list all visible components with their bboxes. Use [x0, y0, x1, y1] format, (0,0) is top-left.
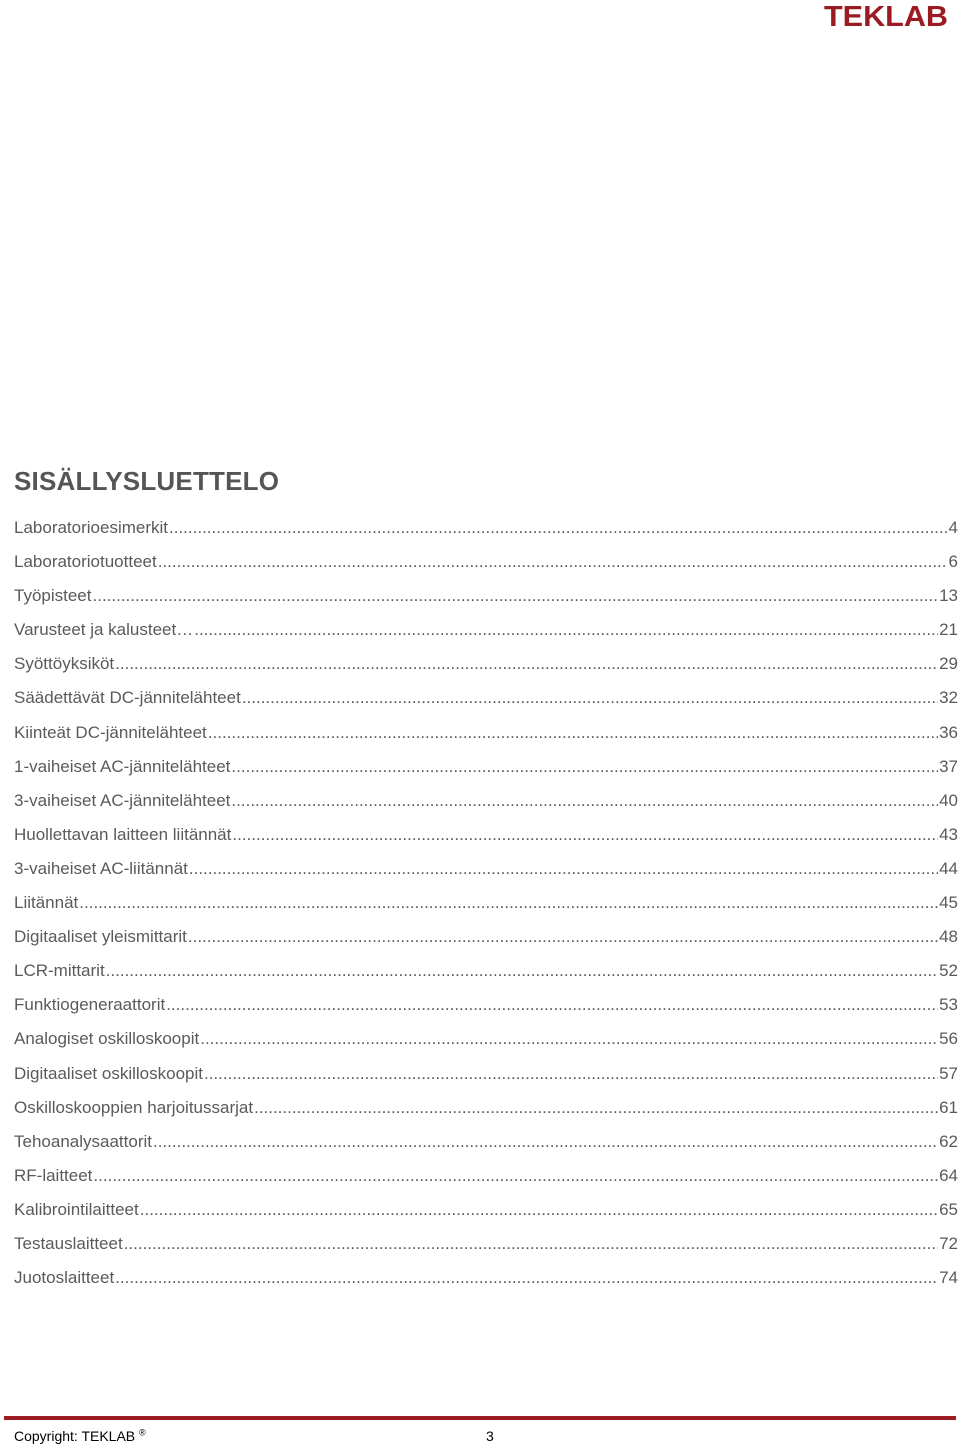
- teklab-logo-graphic: [824, 0, 950, 30]
- toc-entry[interactable]: [14, 723, 958, 757]
- toc-entry-page: 57: [939, 1063, 958, 1083]
- footer-divider: [4, 1416, 956, 1420]
- toc-entry-page: 65: [939, 1199, 958, 1219]
- toc-entry-label: LCR-mittarit: [14, 961, 105, 981]
- toc-dot-leader: [166, 995, 938, 1015]
- toc-entry-label: Digitaaliset oskilloskoopit: [14, 1063, 203, 1083]
- toc-entry[interactable]: [14, 927, 958, 961]
- toc-dot-leader: [188, 927, 938, 947]
- toc-entry-page: 4: [948, 518, 958, 537]
- toc-entry-label: Digitaaliset yleismittarit: [14, 927, 187, 947]
- toc-entry[interactable]: [14, 961, 958, 995]
- toc-dot-leader: [231, 757, 938, 777]
- toc-entry-page: 21: [939, 620, 958, 640]
- toc-entry-label: 1-vaiheiset AC-jännitelähteet: [14, 756, 231, 776]
- toc-entry[interactable]: [14, 1268, 958, 1302]
- registered-mark: ®: [139, 1427, 146, 1438]
- toc-entry-page: 62: [939, 1131, 958, 1151]
- footer-page-number: 3: [486, 1428, 494, 1444]
- toc-entry[interactable]: [14, 1166, 958, 1200]
- toc-entry-page: 45: [939, 893, 958, 913]
- toc-dot-leader: [140, 1200, 938, 1220]
- toc-entry[interactable]: [14, 688, 958, 722]
- teklab-logo: [824, 0, 950, 30]
- toc-entry[interactable]: [14, 859, 958, 893]
- toc-dot-leader: [204, 1064, 938, 1084]
- toc-entry[interactable]: [14, 1064, 958, 1098]
- toc-entry-label: Työpisteet: [14, 586, 92, 606]
- toc-dot-leader: [194, 620, 938, 640]
- toc-dot-leader: [158, 552, 948, 572]
- page-title: SISÄLLYSLUETTELO: [14, 466, 280, 496]
- toc-entry-label: Juotoslaitteet: [14, 1268, 115, 1288]
- toc-entry-label: Analogiset oskilloskoopit: [14, 1029, 200, 1049]
- toc-dot-leader: [231, 791, 938, 811]
- toc-entry-label: Oskilloskooppien harjoitussarjat: [14, 1097, 254, 1117]
- toc-dot-leader: [115, 654, 938, 674]
- copyright-text: Copyright: TEKLAB: [14, 1428, 136, 1444]
- toc-entry-label: Kalibrointilaitteet: [14, 1199, 139, 1219]
- toc-entry-label: 3-vaiheiset AC-liitännät: [14, 858, 188, 878]
- toc-entry-label: Laboratorioesimerkit: [14, 518, 169, 537]
- toc-entry[interactable]: [14, 825, 958, 859]
- logo-wordmark: TEKLAB: [824, 1, 948, 30]
- toc-entry-page: 40: [939, 790, 958, 810]
- toc-entry-label: Kiinteät DC-jännitelähteet: [14, 722, 207, 742]
- toc-entry-label: Funktiogeneraattorit: [14, 995, 166, 1015]
- toc-entry[interactable]: [14, 1098, 958, 1132]
- toc-entry[interactable]: [14, 893, 958, 927]
- toc-entry-page: 29: [939, 654, 958, 674]
- toc-dot-leader: [79, 893, 938, 913]
- toc-dot-leader: [242, 688, 938, 708]
- toc-dot-leader: [232, 825, 938, 845]
- toc-entry-label: RF-laitteet: [14, 1165, 93, 1185]
- toc-dot-leader: [153, 1132, 938, 1152]
- toc-entry-page: 52: [939, 961, 958, 981]
- footer-copyright: [14, 1428, 146, 1444]
- toc-entry-label: Testauslaitteet: [14, 1233, 123, 1253]
- toc-dot-leader: [93, 1166, 938, 1186]
- toc-dot-leader: [106, 961, 938, 981]
- toc-entry-label: Syöttöyksiköt: [14, 654, 115, 674]
- toc-entry-page: 53: [939, 995, 958, 1015]
- toc-entry-page: 43: [939, 824, 958, 844]
- toc-entry[interactable]: [14, 620, 958, 654]
- toc-dot-leader: [254, 1098, 938, 1118]
- toc-entry[interactable]: [14, 1200, 958, 1234]
- toc-entry[interactable]: [14, 995, 958, 1029]
- toc-dot-leader: [189, 859, 938, 879]
- toc-entry[interactable]: [14, 1132, 958, 1166]
- toc-entry-page: 64: [939, 1165, 958, 1185]
- toc-entry[interactable]: [14, 654, 958, 688]
- toc-entry[interactable]: [14, 1234, 958, 1268]
- toc-dot-leader: [93, 586, 939, 606]
- toc-dot-leader: [200, 1029, 938, 1049]
- toc-entry-page: 32: [939, 688, 958, 708]
- toc-dot-leader: [124, 1234, 938, 1254]
- toc-entry-page: 37: [939, 756, 958, 776]
- toc-entry[interactable]: [14, 518, 958, 552]
- toc-entry[interactable]: [14, 791, 958, 825]
- toc-entry[interactable]: [14, 586, 958, 620]
- toc-entry-page: 74: [939, 1268, 958, 1288]
- toc-entry-page: 48: [939, 927, 958, 947]
- toc-dot-leader: [115, 1268, 938, 1288]
- toc-entry-page: 56: [939, 1029, 958, 1049]
- toc-entry-label: Tehoanalysaattorit: [14, 1131, 152, 1151]
- toc-entry-page: 61: [939, 1097, 958, 1117]
- toc-entry[interactable]: [14, 1029, 958, 1063]
- toc-entry-page: 44: [939, 858, 958, 878]
- toc-entry-label: Säädettävät DC-jännitelähteet: [14, 688, 241, 708]
- toc-dot-leader: [208, 723, 938, 743]
- toc-dot-leader: [169, 518, 948, 538]
- table-of-contents: [14, 518, 958, 1302]
- toc-entry-page: 13: [939, 586, 958, 606]
- toc-entry-page: 72: [939, 1233, 958, 1253]
- toc-entry-label: 3-vaiheiset AC-jännitelähteet: [14, 790, 231, 810]
- toc-entry[interactable]: [14, 552, 958, 586]
- toc-entry-page: 36: [939, 722, 958, 742]
- toc-entry[interactable]: [14, 757, 958, 791]
- toc-entry-label: Varusteet ja kalusteet…: [14, 620, 194, 640]
- toc-entry-label: Liitännät: [14, 893, 79, 913]
- toc-entry-label: Laboratoriotuotteet: [14, 552, 157, 572]
- toc-entry-label: Huollettavan laitteen liitännät: [14, 824, 232, 844]
- toc-entry-page: 6: [948, 552, 958, 572]
